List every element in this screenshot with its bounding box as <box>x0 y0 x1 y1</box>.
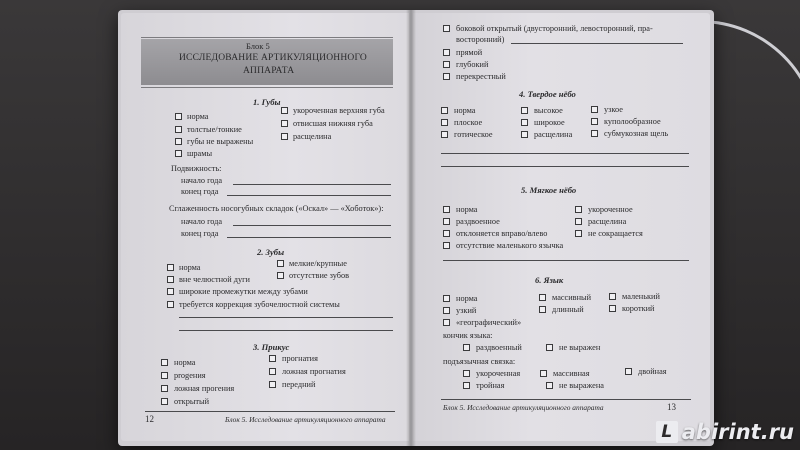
page-footer: Блок 5. Исследование артикуляционного аппарата <box>443 403 604 412</box>
option-label: норма <box>187 112 209 121</box>
nasolabial-start-field[interactable] <box>233 225 391 226</box>
option-label: раздвоенное <box>456 217 500 226</box>
option-label: норма <box>456 205 478 214</box>
option-label: отвисшая нижняя губа <box>293 119 373 128</box>
checkbox-tongue-geographic[interactable] <box>443 319 450 326</box>
option-label: мелкие/крупные <box>289 259 347 268</box>
option-label: узкое <box>604 105 623 114</box>
checkbox-tongue-short[interactable] <box>609 305 616 312</box>
option-label: боковой открытый (двусторонний, левосторонний, пра- <box>456 24 653 33</box>
checkbox-teeth-outside-arch[interactable] <box>167 276 174 283</box>
checkbox-hard-flat[interactable] <box>441 119 448 126</box>
option-label: отсутствие зубов <box>289 271 350 280</box>
workbook <box>118 10 714 446</box>
mobility-label: Подвижность: <box>171 164 222 173</box>
checkbox-hard-normal[interactable] <box>441 107 448 114</box>
checkbox-tongue-massive[interactable] <box>539 294 546 301</box>
option-label: «географический» <box>456 318 522 327</box>
page-title-line2: АППАРАТА <box>243 66 295 76</box>
option-label: норма <box>174 358 196 367</box>
checkbox-frenum-triple[interactable] <box>463 382 470 389</box>
option-label: норма <box>179 263 201 272</box>
soft-palate-notes[interactable] <box>443 260 689 261</box>
book-spine <box>406 10 416 446</box>
option-label: укороченное <box>588 205 633 214</box>
option-label: требуется коррекция зубочелюстной системы <box>179 300 340 309</box>
option-label: progения <box>174 371 206 380</box>
checkbox-hard-high[interactable] <box>521 107 528 114</box>
nasolabial-end-field[interactable] <box>227 237 391 238</box>
option-label: субмукозная щель <box>604 129 669 138</box>
checkbox-bite-anterior[interactable] <box>269 381 276 388</box>
option-label: расщелина <box>293 132 332 141</box>
year-start-label: начало года <box>181 176 223 185</box>
frenum-label: подъязычная связка: <box>443 357 516 366</box>
block-label: Блок 5 <box>246 41 270 51</box>
bite-notes-line[interactable] <box>511 43 683 44</box>
option-label: не сокращается <box>588 229 643 238</box>
checkbox-soft-no-contract[interactable] <box>575 230 582 237</box>
option-label: отклоняется вправо/влево <box>456 229 548 238</box>
checkbox-soft-short[interactable] <box>575 206 582 213</box>
option-label: куполообразное <box>604 117 661 126</box>
option-label: перекрестный <box>456 72 506 81</box>
checkbox-hard-dome[interactable] <box>591 118 598 125</box>
option-label: широкие промежутки между зубами <box>179 287 308 296</box>
option-label: маленький <box>622 292 660 301</box>
banner-rule-bottom <box>141 87 393 88</box>
option-label: ложная прогения <box>174 384 235 393</box>
watermark-text: abirint.ru <box>681 420 794 444</box>
teeth-notes-line-2[interactable] <box>179 330 393 331</box>
checkbox-bite-deep[interactable] <box>443 61 450 68</box>
watermark <box>656 420 794 444</box>
option-label: короткий <box>622 304 655 313</box>
option-label: толстые/тонкие <box>187 125 242 134</box>
checkbox-teeth-wide-gaps[interactable] <box>167 288 174 295</box>
checkbox-bite-false-prognathia[interactable] <box>269 368 276 375</box>
checkbox-lips-sagging-lower[interactable] <box>281 120 288 127</box>
checkbox-tongue-small[interactable] <box>609 293 616 300</box>
hard-palate-notes-2[interactable] <box>441 166 689 167</box>
checkbox-lips-thick-thin[interactable] <box>175 126 182 133</box>
tongue-tip-label: кончик языка: <box>443 331 493 340</box>
hard-palate-notes-1[interactable] <box>441 153 689 154</box>
checkbox-bite-cross[interactable] <box>443 73 450 80</box>
option-label: раздвоенный <box>476 343 522 352</box>
section-title-hard-palate: 4. Твердое нёбо <box>519 89 576 99</box>
option-label: расщелина <box>534 130 573 139</box>
year-end-field[interactable] <box>227 195 391 196</box>
checkbox-tongue-narrow[interactable] <box>443 307 450 314</box>
checkbox-hard-submucous[interactable] <box>591 130 598 137</box>
section-title-bite: 3. Прикус <box>253 342 290 352</box>
checkbox-lips-not-expressed[interactable] <box>175 138 182 145</box>
page-title-line1: ИССЛЕДОВАНИЕ АРТИКУЛЯЦИОННОГО <box>179 53 367 63</box>
year-end-label: конец года <box>181 187 219 196</box>
checkbox-teeth-normal[interactable] <box>167 264 174 271</box>
checkbox-lips-normal[interactable] <box>175 113 182 120</box>
option-label: прямой <box>456 48 483 57</box>
checkbox-frenum-double[interactable] <box>625 368 632 375</box>
option-label: открытый <box>174 397 210 406</box>
checkbox-hard-cleft[interactable] <box>521 131 528 138</box>
checkbox-soft-bifid[interactable] <box>443 218 450 225</box>
option-label: ложная прогнатия <box>282 367 346 376</box>
page-number: 12 <box>145 414 154 424</box>
option-label: плоское <box>454 118 483 127</box>
option-label: массивный <box>552 293 592 302</box>
year-end-label-2: конец года <box>181 229 219 238</box>
right-page <box>413 13 710 441</box>
option-label: тройная <box>476 381 505 390</box>
checkbox-hard-narrow[interactable] <box>591 106 598 113</box>
option-label: готическое <box>454 130 493 139</box>
checkbox-soft-cleft[interactable] <box>575 218 582 225</box>
footer-rule <box>441 399 691 400</box>
checkbox-frenum-short[interactable] <box>463 370 470 377</box>
checkbox-soft-no-uvula[interactable] <box>443 242 450 249</box>
option-label: глубокий <box>456 60 489 69</box>
option-label: длинный <box>552 305 584 314</box>
option-label: норма <box>456 294 478 303</box>
checkbox-bite-prognathia[interactable] <box>269 355 276 362</box>
checkbox-lips-cleft[interactable] <box>281 133 288 140</box>
option-label: массивная <box>553 369 590 378</box>
page-number: 13 <box>667 402 676 412</box>
checkbox-bite-open[interactable] <box>161 398 168 405</box>
checkbox-bite-progenia[interactable] <box>161 372 168 379</box>
option-label: высокое <box>534 106 563 115</box>
checkbox-teeth-missing[interactable] <box>277 272 284 279</box>
year-start-label-2: начало года <box>181 217 223 226</box>
teeth-notes-line-1[interactable] <box>179 317 393 318</box>
checkbox-frenum-not-expressed[interactable] <box>546 382 553 389</box>
option-label: отсутствие маленького язычка <box>456 241 564 250</box>
year-start-field[interactable] <box>233 184 391 185</box>
checkbox-bite-false-progenia[interactable] <box>161 385 168 392</box>
checkbox-bite-normal[interactable] <box>161 359 168 366</box>
option-label-cont: восторонний) <box>456 35 505 44</box>
checkbox-tip-not-expressed[interactable] <box>546 344 553 351</box>
option-label: двойная <box>638 367 667 376</box>
option-label: не выражена <box>559 381 604 390</box>
checkbox-hard-wide[interactable] <box>521 119 528 126</box>
page-footer: Блок 5. Исследование артикуляционного аппарата <box>225 415 386 424</box>
checkbox-bite-direct[interactable] <box>443 49 450 56</box>
option-label: не выражен <box>559 343 601 352</box>
option-label: шрамы <box>187 149 213 158</box>
checkbox-teeth-small-large[interactable] <box>277 260 284 267</box>
footer-rule <box>145 411 395 412</box>
option-label: губы не выражены <box>187 137 254 146</box>
option-label: расщелина <box>588 217 627 226</box>
checkbox-hard-gothic[interactable] <box>441 131 448 138</box>
checkbox-soft-normal[interactable] <box>443 206 450 213</box>
checkbox-tip-bifid[interactable] <box>463 344 470 351</box>
option-label: широкое <box>534 118 565 127</box>
option-label: укороченная <box>476 369 521 378</box>
left-page <box>121 13 409 441</box>
section-title-teeth: 2. Зубы <box>257 247 285 257</box>
checkbox-tongue-long[interactable] <box>539 306 546 313</box>
checkbox-tongue-normal[interactable] <box>443 295 450 302</box>
section-title-tongue: 6. Язык <box>535 275 564 285</box>
option-label: узкий <box>456 306 477 315</box>
section-title-soft-palate: 5. Мягкое нёбо <box>521 185 577 195</box>
checkbox-frenum-massive[interactable] <box>540 370 547 377</box>
checkbox-lips-short-upper[interactable] <box>281 107 288 114</box>
checkbox-teeth-correction[interactable] <box>167 301 174 308</box>
option-label: укороченная верхняя губа <box>293 106 385 115</box>
option-label: передний <box>282 380 316 389</box>
checkbox-soft-deviates[interactable] <box>443 230 450 237</box>
option-label: вне челюстной дуги <box>179 275 250 284</box>
labirint-logo-icon: L <box>656 421 678 443</box>
checkbox-bite-lateral-open[interactable] <box>443 25 450 32</box>
option-label: норма <box>454 106 476 115</box>
nasolabial-label: Сглаженность носогубных складок («Оскал» — «Хоботок»): <box>169 204 384 213</box>
option-label: прогнатия <box>282 354 318 363</box>
checkbox-lips-scars[interactable] <box>175 150 182 157</box>
banner-rule-top <box>141 37 393 38</box>
section-title-lips: 1. Губы <box>253 97 281 107</box>
